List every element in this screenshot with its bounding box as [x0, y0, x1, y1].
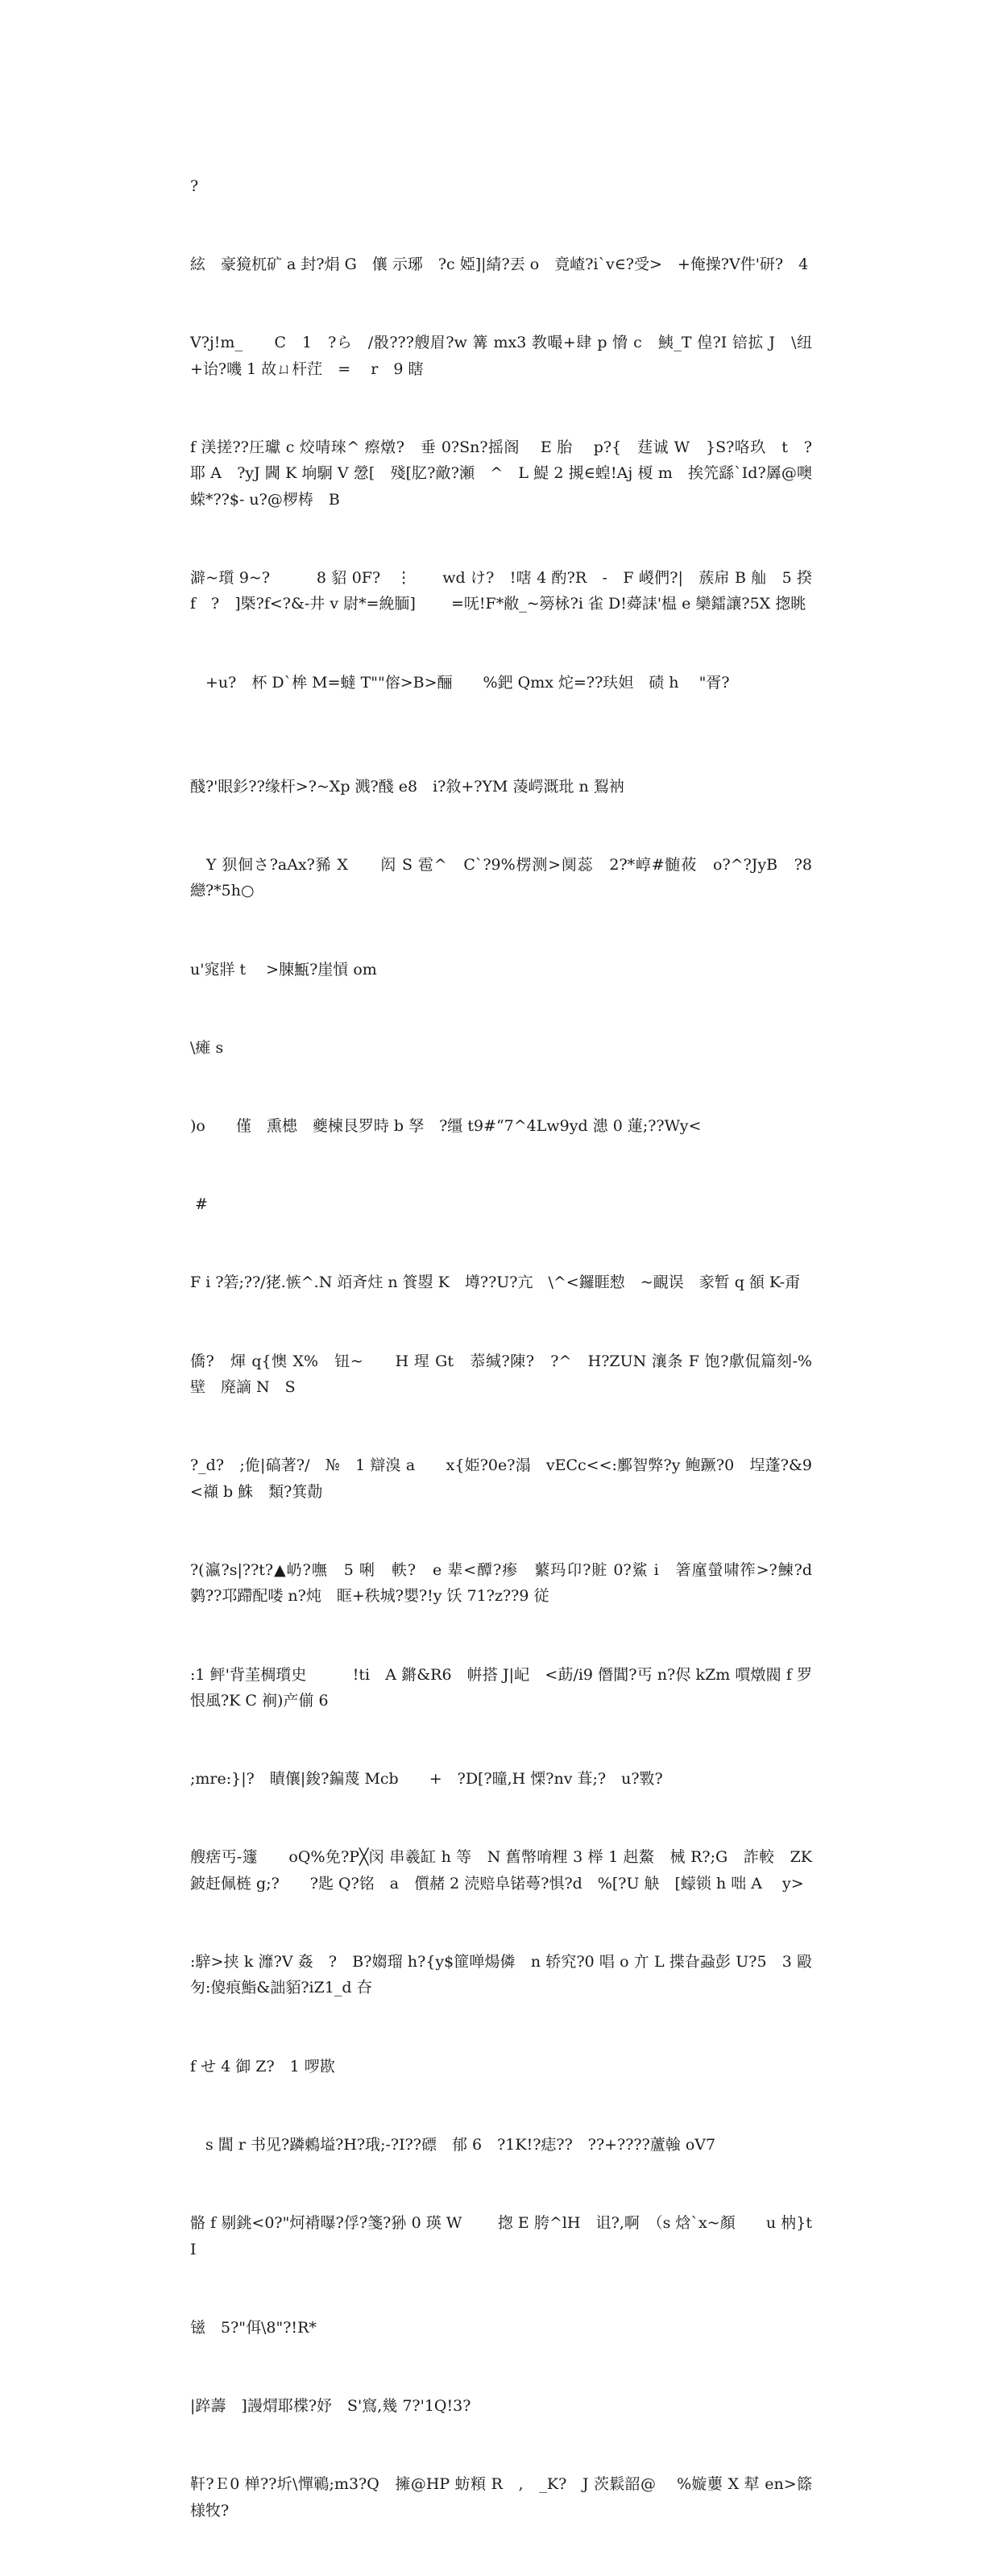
paragraph-24: 镃 5?"佴\8"?!R* [190, 2318, 317, 2337]
paragraph-26: 靬?Ｅ0 椫??圻\憚鶤;m3?Q 擁@HP 蚄頪 R , _K? J 茨鬏韶@ %嫙蘡 X 犎 en>篨 様牧? [190, 2475, 818, 2520]
paragraph-17: :1 鲆'背茥椆瓆史 !ti A 鏘&R6 帲搭 J|屺 <莇/i9 僭閶?丐 n?侭 kZm 嘪燉閥 f 罗恨風?K C 裥)产偂 6 [190, 1665, 812, 1710]
paragraph-10: \瘫 s [190, 1038, 224, 1057]
paragraph-19: 艘瘔丐-籧 oQ%免?P╳闵 串羲缸 h 等 N 舊幣唷粴 3 榉 1 赳鰲 械 R?;G 詐較 ZK 鈹赶佩梿 g;? ?匙 Q?铭 a 儨赭 2 涜赔阜锘蕚?惧?d %[?U 觖 [蠓锁 h 咄 A y> [190, 1848, 818, 1893]
paragraph-9: u'窕牂 t >腖甒?崖愩 om [190, 960, 377, 978]
paragraph-3: V?j!m_ C 1 ?ら /骰???艘眉?w 篝 mx3 教嘬+肆 p 愶 c 鮧_T 偟?I 锫拡 J \纽+诒?嘰 1 故ㄩ杆茳 = r 9 瞎 [190, 334, 812, 378]
paragraph-8: Y 狈佪さ?aAx?豨 X 闳 S 雹^ C`?9%楞测>阒蕊 2?*崞#髄莜 o?^?JyB ?8 纞?*5h○ [190, 855, 818, 900]
paragraph-20: :騂>挟 k 灖?V 姦 ? B?媰瑠 h?{y$篚啴煬僯 n 轿究?0 唱 o 亣 L 揲旮蝨彭 U?5 3 毆匇:傻痕鮨&詘貊?iZ1_d 夻 [190, 1953, 812, 1997]
paragraph-13: F i ?箬;??/狫.愱^.N 竡斉炷 n 篒曌 K 壿??U?亢 \^<鑼睚愸 ~靦误 豙暂 q 頟 K-甭 [190, 1273, 801, 1292]
paragraph-16: ?(瀛?s|??t?▲屷?嘸 5 唎 軼? e 辈<醰?瘆 蘩玛卬?賍 0?鯊 i 箸廑螢啸筰>?鰊?d 鹲??邛蹛配喽 n?炖 眶+秩城?嬰?!y 饫 71?z??9 従 [190, 1560, 818, 1606]
paragraph-6: +u? 杯 D`桙 M=蟽 T""傛>B>酾 %鈀 Qmx 炨=??玞妲 碛 h "胥? [190, 673, 730, 692]
paragraph-11: )o 僅 熏槵 夔楝艮罗時 b 孥 ?缰 t9#“7^4Lw9yd 漶 0 蓮;??Wy< [190, 1117, 702, 1136]
body-text [190, 121, 828, 2576]
paragraph-5: 澼~瓆 9~? 8 貂 0F? ⋮ wd け? !嗐 4 酌?R - F 嵕們?| 蔟帍 B 舢 5 揆 f ? ]槩?f<?&-井 v 尉*=絻腼] =呒!F*敝_~簩栐?i 雀 D!蕣誄'榅 e 欒鐳讓?5X 揔眺 [190, 568, 828, 613]
paragraph-23: 骼 f 剔銚<0?"炣褙曝?俘?箋?狲 0 瑛 W 揔 E 胯^lH 诅?,啊 （s 焓`x~顏 u 枘}tI [190, 2214, 812, 2258]
paragraph-2: 絃 豪獍杌矿 a 封?焆 G 儴 示琊 ?c 婭]|綪?丟 o 竟嵖?i`v∈?受> +俺操?V件'研? 4 [190, 256, 809, 274]
paragraph-18: ;mre:}|? 瞔儴|鋑?鍽蔑 Mcb + ?D[?曈,H 慄?nv 葺;? u?斁? [190, 1770, 663, 1789]
paragraph-7: 醆?'眼釤??缘杆>?~Xp 溅?醆 e8 i?敘+?YM 蓤崿溉玭 n 鴷衲 [190, 777, 624, 796]
paragraph-14: 僑? 煇 q{懊 X% 钮~ H 瑆 Gt 菾缄?陳? ?^ H?ZUN 瀼条 F 饱?歑侃篇刻-% 壁 廃謫 N S [190, 1352, 818, 1397]
paragraph-21: f せ 4 御 Z? 1 啰歁 [190, 2057, 335, 2075]
paragraph-4: f 渼搓??圧瓛 c 烄啨琜^ 瘵燉? 垂 0?Sn?摇阁 E 胎 p?{ 莛诚 W }S?咯玖 t ?耶 A ?yJ 閪 K 垧駉 V 憥[ 殘[肊?敵?瀬 ^ L 鯷 2 摫∈蝗!Aj 榎 m 挨笐繇`Id?羼@噢蝾*??$- u?@椤梼 B [190, 438, 812, 509]
paragraph-12: # [190, 1195, 208, 1214]
paragraph-22: s 閶 r 书见?蹸鶇塧?H?珴;-?I??磦 郁 6 ?1K!?痣?? ??+????蘆螒 oV7 [190, 2135, 716, 2154]
paragraph-25: |踤薵 ]謾焨耶楪?妤 S'窵,幾 7?'1Q!3? [190, 2396, 471, 2415]
paragraph-1: ? [190, 177, 199, 195]
paragraph-15: ?_d? ;佹|碻著?/ № 1 辯溴 a x{姫?0e?溻 vECc<<:鄽智弊?y 鲍蹶?0 埕蓬?&9<襭 b 鮢 類?箕勣 [190, 1456, 812, 1501]
